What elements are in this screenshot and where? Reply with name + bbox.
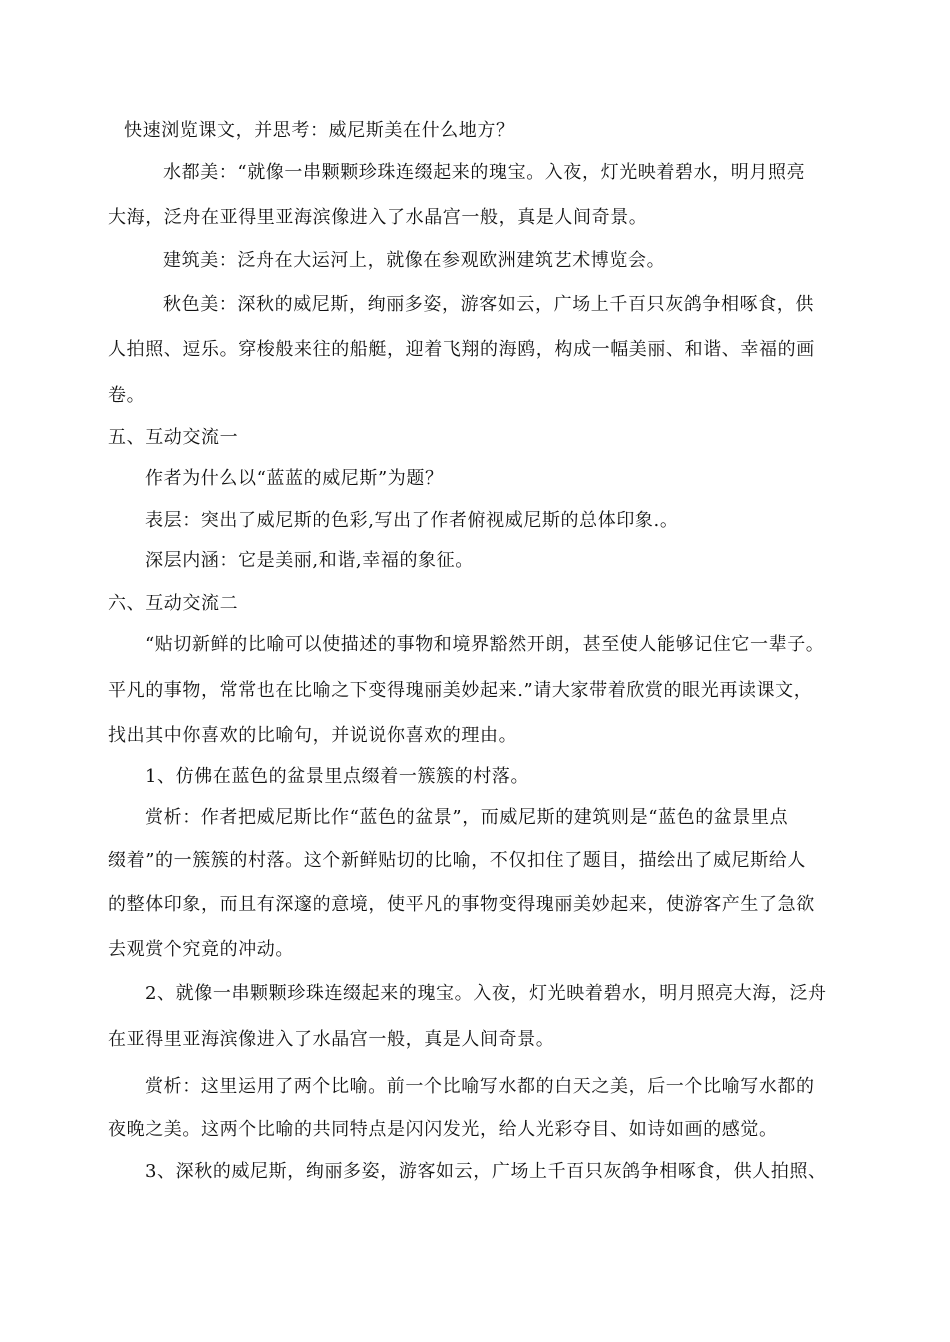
text-line: 的整体印象，而且有深邃的意境，使平凡的事物变得瑰丽美妙起来，使游客产生了急欲 (108, 894, 815, 915)
text-line: 平凡的事物，常常也在比喻之下变得瑰丽美妙起来.”请大家带着欣赏的眼光再读课文， (108, 680, 813, 701)
text-line: 找出其中你喜欢的比喻句，并说说你喜欢的理由。 (108, 725, 518, 746)
text-line: 赏析：这里运用了两个比喻。前一个比喻写水都的白天之美，后一个比喻写水都的 (145, 1076, 815, 1097)
text-line: 秋色美：深秋的威尼斯，绚丽多姿，游客如云，广场上千百只灰鸽争相啄食，供 (163, 294, 814, 315)
text-line: 水都美：“就像一串颗颗珍珠连缀起来的瑰宝。入夜，灯光映着碧水，明月照亮 (163, 162, 806, 183)
text-line: 大海，泛舟在亚得里亚海滨像进入了水晶宫一般，真是人间奇景。 (108, 207, 648, 228)
text-line: 卷。 (108, 385, 146, 406)
text-line: 2、就像一串颗颗珍珠连缀起来的瑰宝。入夜，灯光映着碧水，明月照亮大海，泛舟 (145, 983, 827, 1004)
section-heading: 六、互动交流二 (108, 593, 239, 614)
text-line: 赏析：作者把威尼斯比作“蓝色的盆景”，而威尼斯的建筑则是“蓝色的盆景里点 (145, 807, 789, 828)
text-line: 缀着”的一簇簇的村落。这个新鲜贴切的比喻，不仅扣住了题目，描绘出了威尼斯给人 (108, 850, 806, 871)
text-line: 表层：突出了威尼斯的色彩,写出了作者俯视威尼斯的总体印象.。 (145, 510, 679, 531)
text-line: 去观赏个究竟的冲动。 (108, 939, 294, 960)
text-line: “贴切新鲜的比喻可以使描述的事物和境界豁然开朗，甚至使人能够记住它一辈子。 (145, 634, 825, 655)
text-line: 建筑美：泛舟在大运河上，就像在参观欧洲建筑艺术博览会。 (163, 250, 666, 271)
text-line: 1、仿佛在蓝色的盆景里点缀着一簇簇的村落。 (145, 766, 530, 787)
text-line: 作者为什么以“蓝蓝的威尼斯”为题？ (145, 468, 444, 489)
section-heading: 五、互动交流一 (108, 427, 239, 448)
text-line: 3、深秋的威尼斯，绚丽多姿，游客如云，广场上千百只灰鸽争相啄食，供人拍照、 (145, 1161, 827, 1182)
text-line: 夜晚之美。这两个比喻的共同特点是闪闪发光，给人光彩夺目、如诗如画的感觉。 (108, 1119, 778, 1140)
text-line: 人拍照、逗乐。穿梭般来往的船艇，迎着飞翔的海鸥，构成一幅美丽、和谐、幸福的画 (108, 339, 815, 360)
text-line: 快速浏览课文，并思考：威尼斯美在什么地方？ (124, 120, 515, 141)
text-line: 深层内涵：它是美丽,和谐,幸福的象征。 (145, 550, 474, 571)
text-line: 在亚得里亚海滨像进入了水晶宫一般，真是人间奇景。 (108, 1029, 555, 1050)
